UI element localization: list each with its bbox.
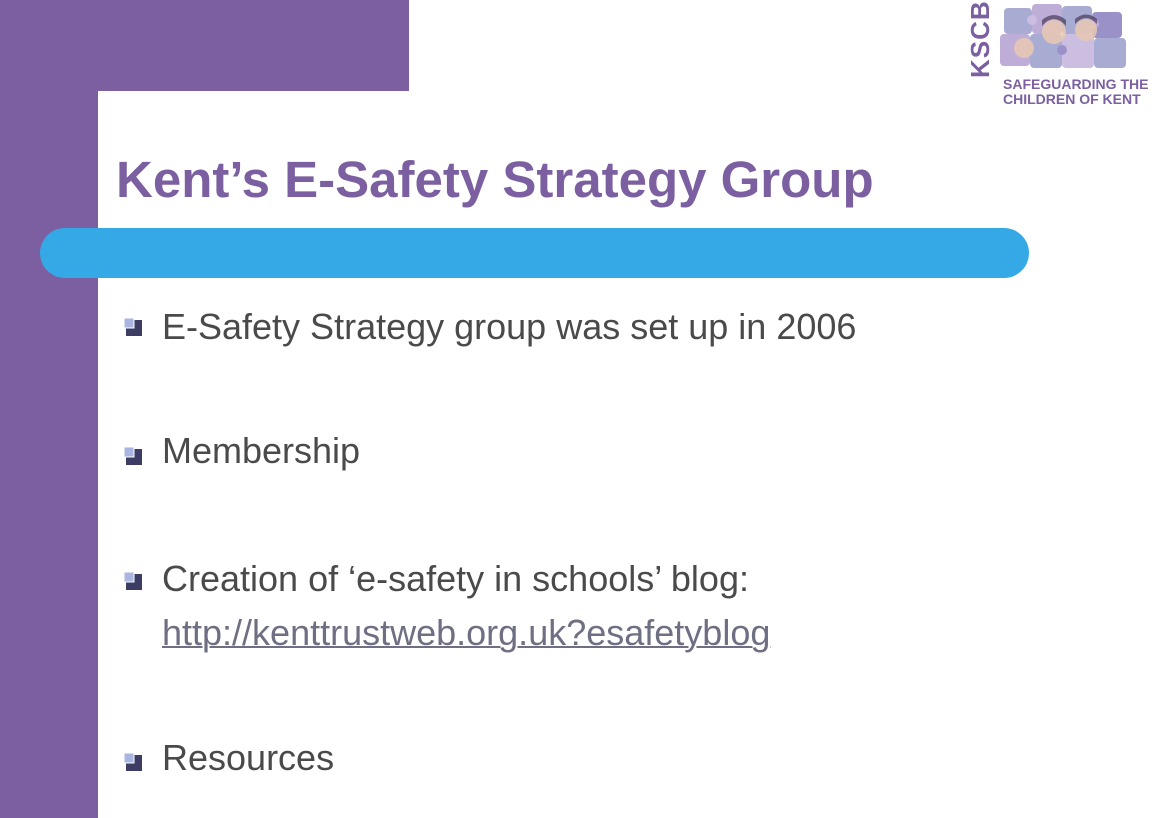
bullet-square-icon (122, 751, 144, 773)
left-purple-band (0, 0, 98, 818)
logo-acronym: KSCB (965, 0, 995, 78)
bullet-square-icon (122, 570, 144, 592)
bullet-item-blog: Creation of ‘e-safety in schools’ blog: (162, 558, 749, 599)
top-purple-band (0, 0, 409, 91)
slide-title: Kent’s E-Safety Strategy Group (116, 151, 874, 208)
title-underline-bar (40, 228, 1029, 278)
blog-link[interactable] (162, 606, 770, 660)
bullet-item-membership: Membership (162, 430, 361, 471)
blog-link-url[interactable]: http://kenttrustweb.org.uk?esafetyblog (162, 612, 771, 653)
bullet-square-icon (122, 445, 144, 467)
logo-tagline (1003, 77, 1148, 107)
bullet-item-founded: E-Safety Strategy group was set up in 2006 (162, 306, 857, 347)
logo-tagline-line1: SAFEGUARDING THE (1003, 76, 1149, 92)
bullet-item-resources: Resources (162, 737, 335, 778)
logo-tagline-line2: CHILDREN OF KENT (1003, 91, 1141, 107)
bullet-square-icon (122, 316, 144, 338)
